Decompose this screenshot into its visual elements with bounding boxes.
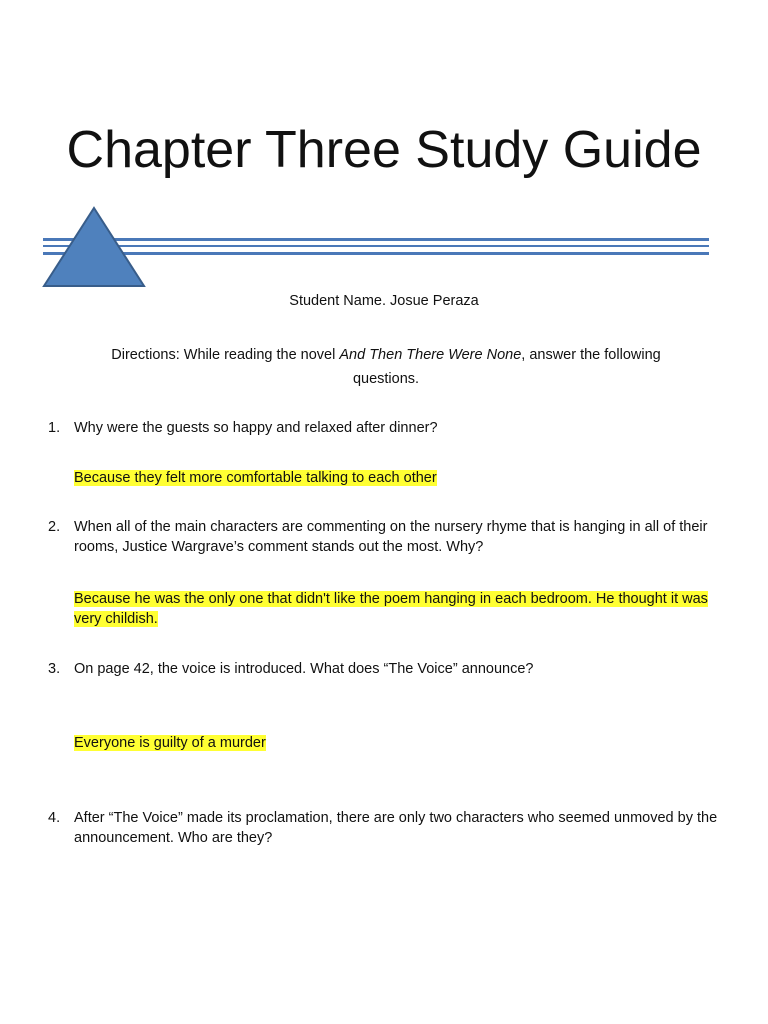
question-1 <box>48 418 728 438</box>
answer-1 <box>74 468 726 488</box>
student-name-label: Student Name. <box>289 293 387 309</box>
question-4 <box>48 808 728 848</box>
question-text: On page 42, the voice is introduced. What does “The Voice” announce? <box>74 661 534 677</box>
student-name-value: Josue Peraza <box>390 293 479 309</box>
question-number: 3. <box>48 661 61 677</box>
answer-text: Because he was the only one that didn't like the poem hanging in each bedroom. He thought it was very childish. <box>74 591 708 627</box>
question-text: After “The Voice” made its proclamation, there are only two characters who seemed unmoved by the announcement. Who are they? <box>74 810 718 846</box>
book-title: And Then There Were None <box>339 347 522 363</box>
directions-pre: While reading the novel <box>179 347 340 363</box>
page-title: Chapter Three Study Guide <box>66 121 702 179</box>
question-text: When all of the main characters are commenting on the nursery rhyme that is hanging in all of their rooms, Justice Wargrave’s comment stands out the most. Why? <box>74 519 708 555</box>
answer-3 <box>74 733 726 753</box>
answer-2 <box>74 589 726 629</box>
answer-text: Because they felt more comfortable talking to each other <box>74 470 437 486</box>
question-number: 1. <box>48 420 61 436</box>
directions-label: Directions: <box>111 347 180 363</box>
blue-triangle-icon <box>40 205 148 289</box>
directions-post: , answer the following questions. <box>352 347 661 387</box>
question-text: Why were the guests so happy and relaxed after dinner? <box>74 420 438 436</box>
student-name-line <box>0 293 768 309</box>
answer-text: Everyone is guilty of a murder <box>74 735 266 751</box>
question-3 <box>48 659 728 679</box>
question-2 <box>48 517 728 557</box>
question-number: 4. <box>48 810 61 826</box>
question-number: 2. <box>48 519 61 535</box>
directions <box>80 343 692 391</box>
